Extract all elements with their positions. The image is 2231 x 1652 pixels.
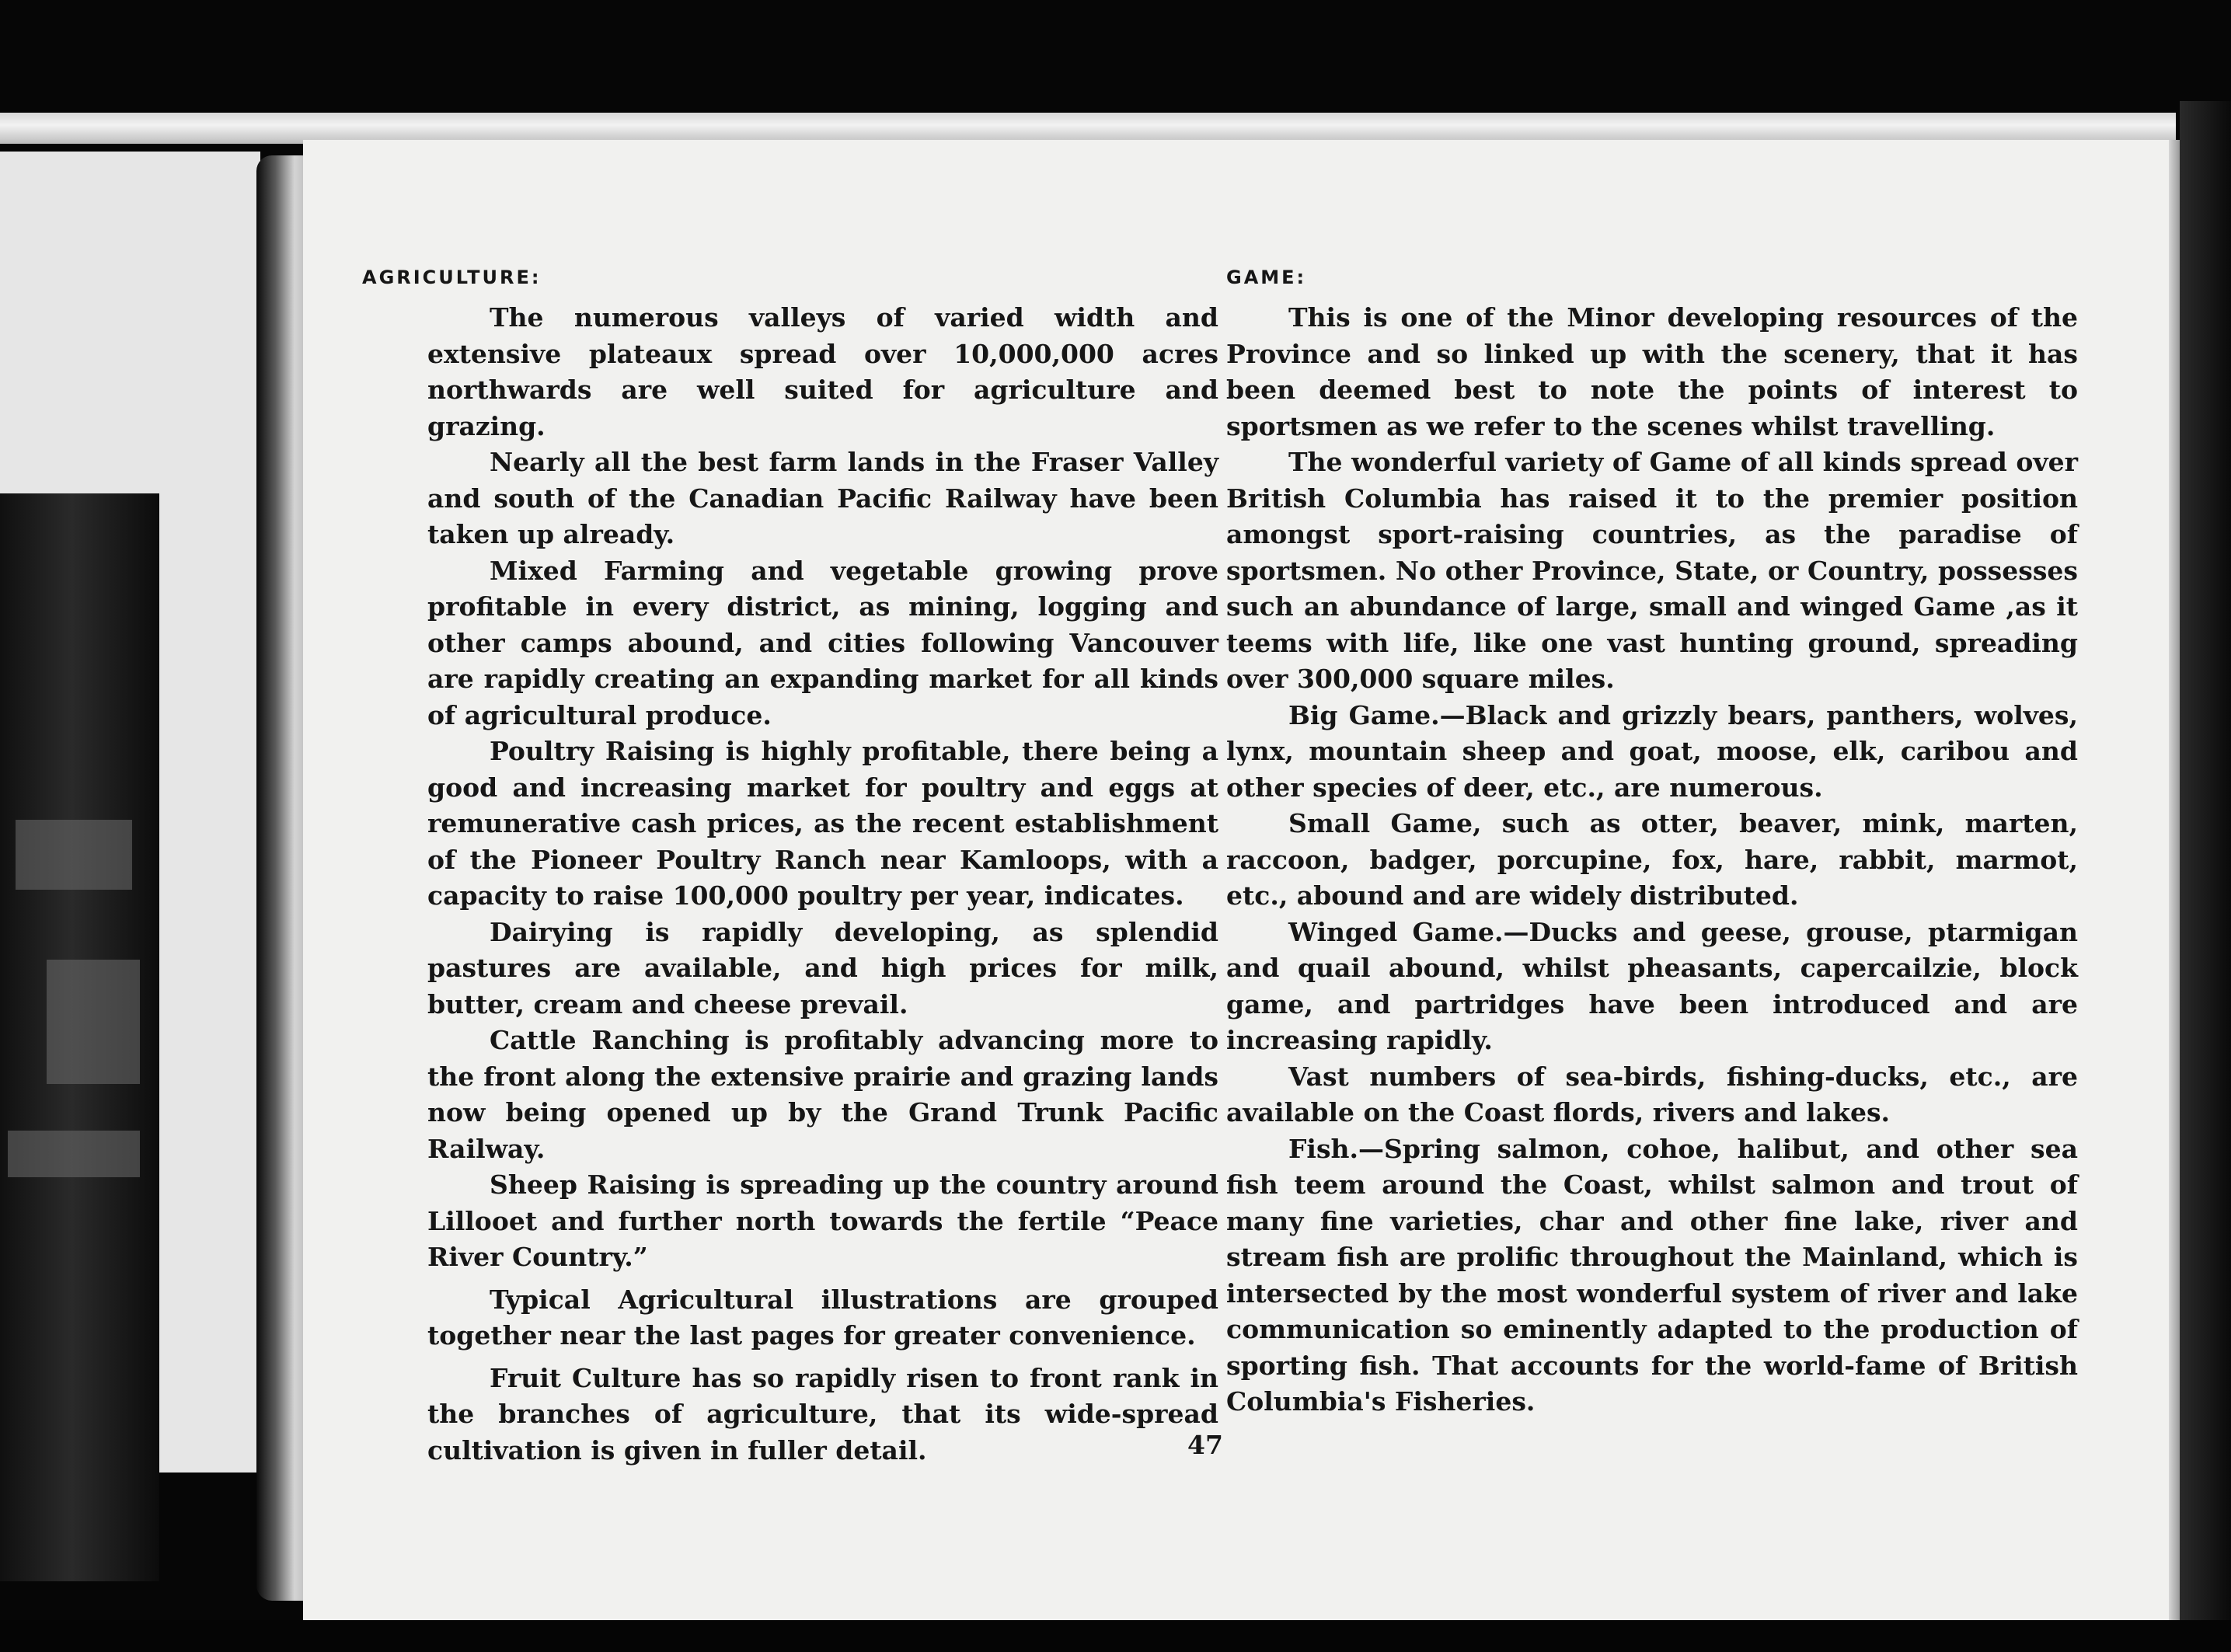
game-paragraph: Winged Game.—Ducks and geese, grouse, ptarmigan and quail abound, whilst pheasants, capercailzie, block game, and partridges have been introduced and are increasing rapidly. <box>1226 916 2078 1055</box>
agriculture-heading: AGRICULTURE: <box>362 267 542 288</box>
agriculture-paragraph: Poultry Raising is highly profitable, there being a good and increasing market for poultry and eggs at remunerative cash prices, as the recent establishment of the Pioneer Poultry Ranch near Kamloops, with a capacity to raise 100,000 poultry per year, indicates. <box>427 736 1218 911</box>
agriculture-paragraph: Cattle Ranching is profitably advancing more to the front along the extensive prairie and grazing lands now being opened up by the Grand Trunk Pacific Railway. <box>427 1025 1218 1164</box>
game-paragraph: This is one of the Minor developing resources of the Province and so linked up with the scenery, that it has been deemed best to note the points of interest to sportsmen as we refer to the scenes whilst travelling. <box>1226 302 2078 441</box>
game-heading: GAME: <box>1226 267 1307 288</box>
agriculture-paragraph: Fruit Culture has so rapidly risen to front rank in the branches of agriculture, that its wide-spread cultivation is given in fuller detail. <box>427 1362 1218 1466</box>
left-page-fragment <box>0 152 260 1473</box>
game-section <box>1226 264 2078 1420</box>
agriculture-paragraph: Sheep Raising is spreading up the country around Lillooet and further north towards the fertile “Peace River Country.” <box>427 1169 1218 1272</box>
page-number: 47 <box>1187 1430 1223 1460</box>
page-right-edge <box>2169 140 2180 1620</box>
agriculture-paragraph: Dairying is rapidly developing, as splendid pastures are available, and high prices for milk, butter, cream and cheese prevail. <box>427 916 1218 1019</box>
bottom-edge-shadow <box>0 1620 2231 1652</box>
game-paragraph: Vast numbers of sea-birds, fishing-ducks, etc., are available on the Coast flords, rivers and lakes. <box>1226 1061 2078 1127</box>
book-page <box>303 140 2180 1620</box>
right-edge-shadow <box>2180 101 2231 1624</box>
game-paragraph: Fish.—Spring salmon, cohoe, halibut, and other sea fish teem around the Coast, whilst salmon and trout of many fine varieties, char and other fine lake, river and stream fish are prolific throughout the Mainland, which is intersected by the most wonderful system of river and lake communication so eminently adapted to the production of sporting fish. That accounts for the world-fame of British Columbia's Fisheries. <box>1226 1133 2078 1417</box>
agriculture-paragraph: The numerous valleys of varied width and extensive plateaux spread over 10,000,000 acres northwards are well suited for agriculture and grazing. <box>427 302 1218 441</box>
page-top-edge <box>0 113 2176 144</box>
game-paragraph: Small Game, such as otter, beaver, mink, marten, raccoon, badger, porcupine, fox, hare, rabbit, marmot, etc., abound and are widely distributed. <box>1226 808 2078 911</box>
agriculture-paragraph: Typical Agricultural illustrations are grouped together near the last pages for greater convenience. <box>427 1284 1218 1351</box>
agriculture-paragraph: Nearly all the best farm lands in the Fraser Valley and south of the Canadian Pacific Railway have been taken up already. <box>427 447 1218 549</box>
game-paragraph: The wonderful variety of Game of all kinds spread over British Columbia has raised it to the premier position amongst sport-raising countries, as the paradise of sportsmen. No other Province, State, or Country, possesses such an abundance of large, small and winged Game ,as it teems with life, like one vast hunting ground, spreading over 300,000 square miles. <box>1226 447 2078 694</box>
agriculture-paragraph: Mixed Farming and vegetable growing prove profitable in every district, as mining, logging and other camps abound, and cities following Vancouver are rapidly creating an expanding market for all kinds of agricultural produce. <box>427 555 1218 730</box>
left-photo-fragment <box>0 493 159 1581</box>
game-paragraph: Big Game.—Black and grizzly bears, panthers, wolves, lynx, mountain sheep and goat, moose, elk, caribou and other species of deer, etc., are numerous. <box>1226 699 2078 803</box>
